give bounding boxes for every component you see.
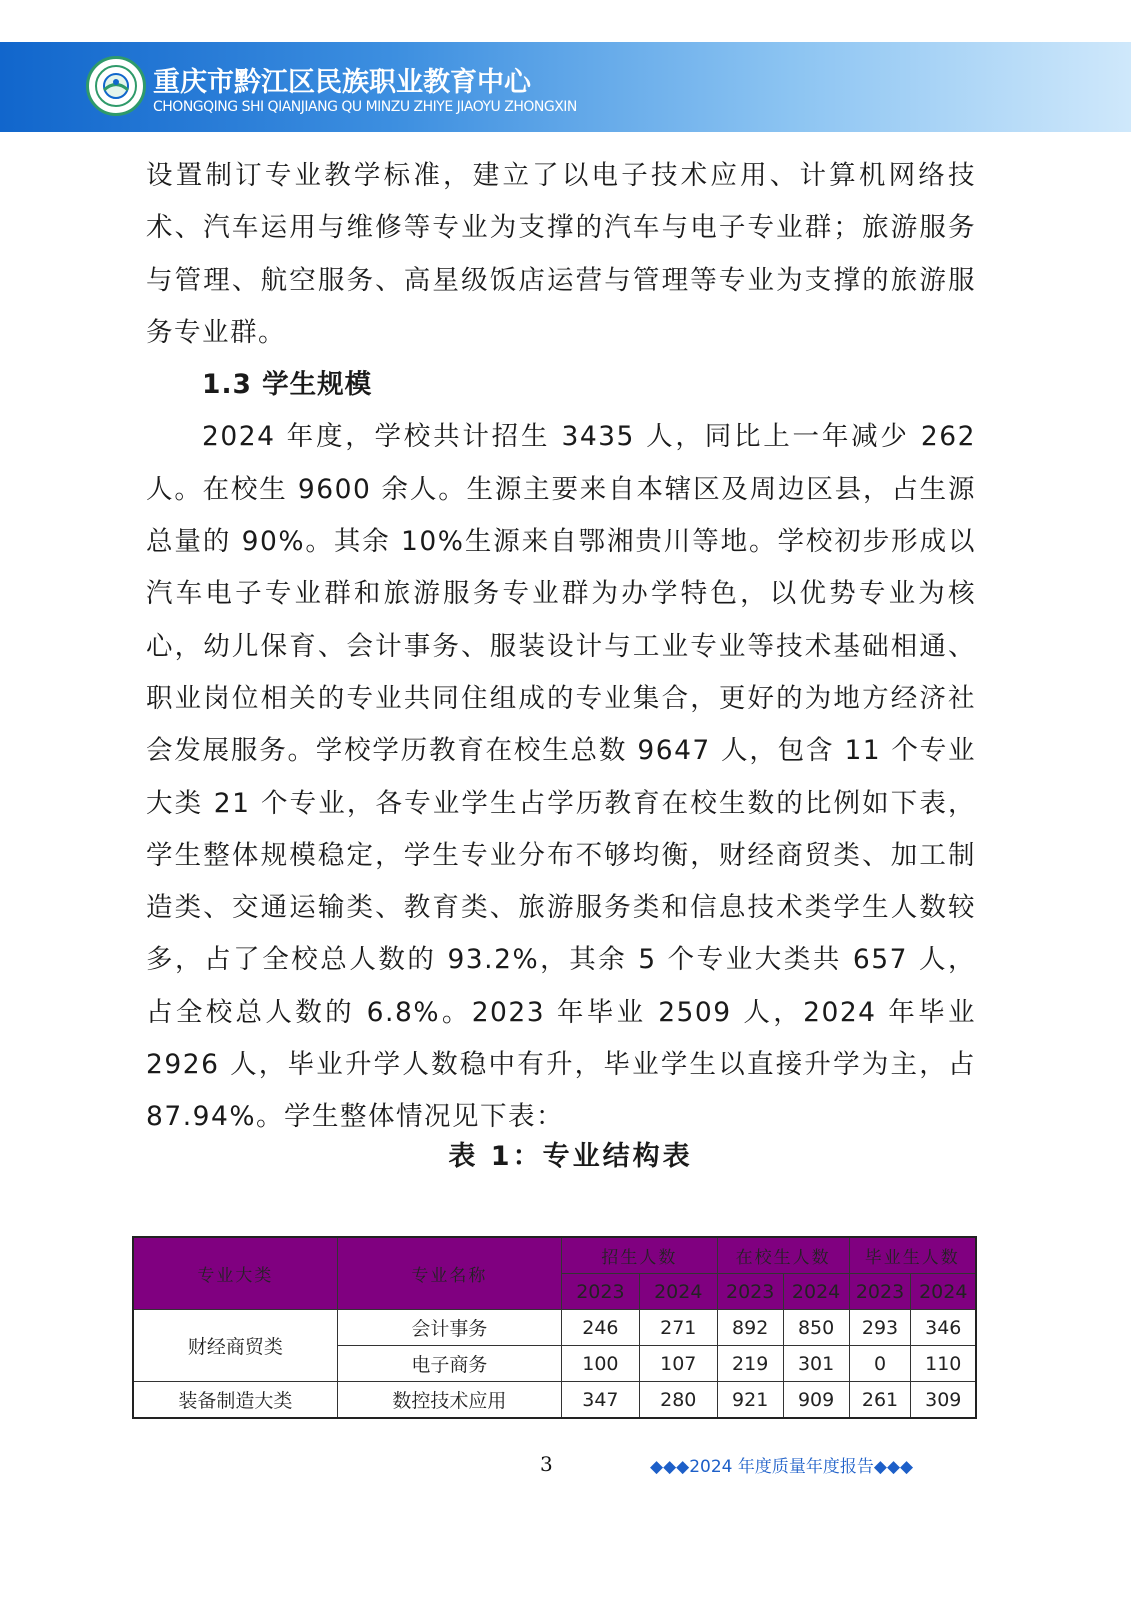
cell-value: 301 (783, 1346, 849, 1382)
cell-category: 财经商贸类 (133, 1310, 337, 1382)
cell-value: 309 (911, 1382, 976, 1419)
main-content (146, 150, 976, 1144)
cell-value: 107 (639, 1346, 717, 1382)
cell-value: 0 (849, 1346, 911, 1382)
school-name-pinyin: CHONGQING SHI QIANJIANG QU MINZU ZHIYE JIAOYU ZHONGXIN (153, 99, 577, 115)
page-header (0, 42, 1131, 132)
paragraph-specialty-groups: 设置制订专业教学标准，建立了以电子技术应用、计算机网络技术、汽车运用与维修等专业为支撑的汽车与电子专业群；旅游服务与管理、航空服务、高星级饭店运营与管理等专业为支撑的旅游服务专业群。 (146, 160, 976, 348)
header-year: 2023 (849, 1274, 911, 1310)
school-logo (86, 56, 146, 116)
table-title: 表 1：专业结构表 (448, 1141, 693, 1172)
header-current: 在校生人数 (717, 1237, 849, 1274)
section-heading: 1.3 学生规模 (202, 369, 373, 401)
cell-value: 280 (639, 1382, 717, 1419)
cell-value: 850 (783, 1310, 849, 1346)
table-row (133, 1310, 976, 1346)
cell-value: 246 (561, 1310, 639, 1346)
cell-value: 909 (783, 1382, 849, 1419)
cell-value: 219 (717, 1346, 783, 1382)
header-name: 专业名称 (337, 1237, 561, 1310)
cell-value: 110 (911, 1346, 976, 1382)
school-name: 重庆市黔江区民族职业教育中心 (153, 67, 531, 98)
cell-value: 921 (717, 1382, 783, 1419)
header-enroll: 招生人数 (561, 1237, 717, 1274)
cell-category: 装备制造大类 (133, 1382, 337, 1419)
header-year: 2024 (911, 1274, 976, 1310)
header-year: 2024 (639, 1274, 717, 1310)
cell-value: 261 (849, 1382, 911, 1419)
page-number: 3 (540, 1452, 553, 1476)
paragraph-student-scale: 2024 年度，学校共计招生 3435 人，同比上一年减少 262 人。在校生 9600 余人。生源主要来自本辖区及周边区县，占生源总量的 90%。其余 10%生源来自鄂湘贵川等地。学校初步形成以汽车电子专业群和旅游服务专业群为办学特色，以优势专业为核心，幼儿保育、会计事务、服装设计与工业专业等技术基础相通、职业岗位相关的专业共同住组成的专业集合，更好的为地方经济社会发展服务。学校学历教育在校生总数 9647 人，包含 11 个专业大类 21 个专业，各专业学生占学历教育在校生数的比例如下表，学生整体规模稳定，学生专业分布不够均衡，财经商贸类、加工制造类、交通运输类、教育类、旅游服务类和信息技术类学生人数较多，占了全校总人数的 93.2%，其余 5 个专业大类共 657 人，占全校总人数的 6.8%。2023 年毕业 2509 人，2024 年毕业 2926 人，毕业升学人数稳中有升，毕业学生以直接升学为主，占 87.94%。学生整体情况见下表： (146, 421, 976, 1133)
header-year: 2023 (717, 1274, 783, 1310)
specialty-structure-table (132, 1236, 977, 1419)
cell-name: 数控技术应用 (337, 1382, 561, 1419)
header-graduate: 毕业生人数 (849, 1237, 976, 1274)
cell-name: 电子商务 (337, 1346, 561, 1382)
cell-name: 会计事务 (337, 1310, 561, 1346)
header-category: 专业大类 (133, 1237, 337, 1310)
cell-value: 271 (639, 1310, 717, 1346)
header-year: 2024 (783, 1274, 849, 1310)
header-year: 2023 (561, 1274, 639, 1310)
report-title: ◆◆◆2024 年度质量年度报告◆◆◆ (650, 1457, 914, 1477)
cell-value: 347 (561, 1382, 639, 1419)
cell-value: 346 (911, 1310, 976, 1346)
cell-value: 892 (717, 1310, 783, 1346)
table-row (133, 1382, 976, 1419)
cell-value: 100 (561, 1346, 639, 1382)
cell-value: 293 (849, 1310, 911, 1346)
